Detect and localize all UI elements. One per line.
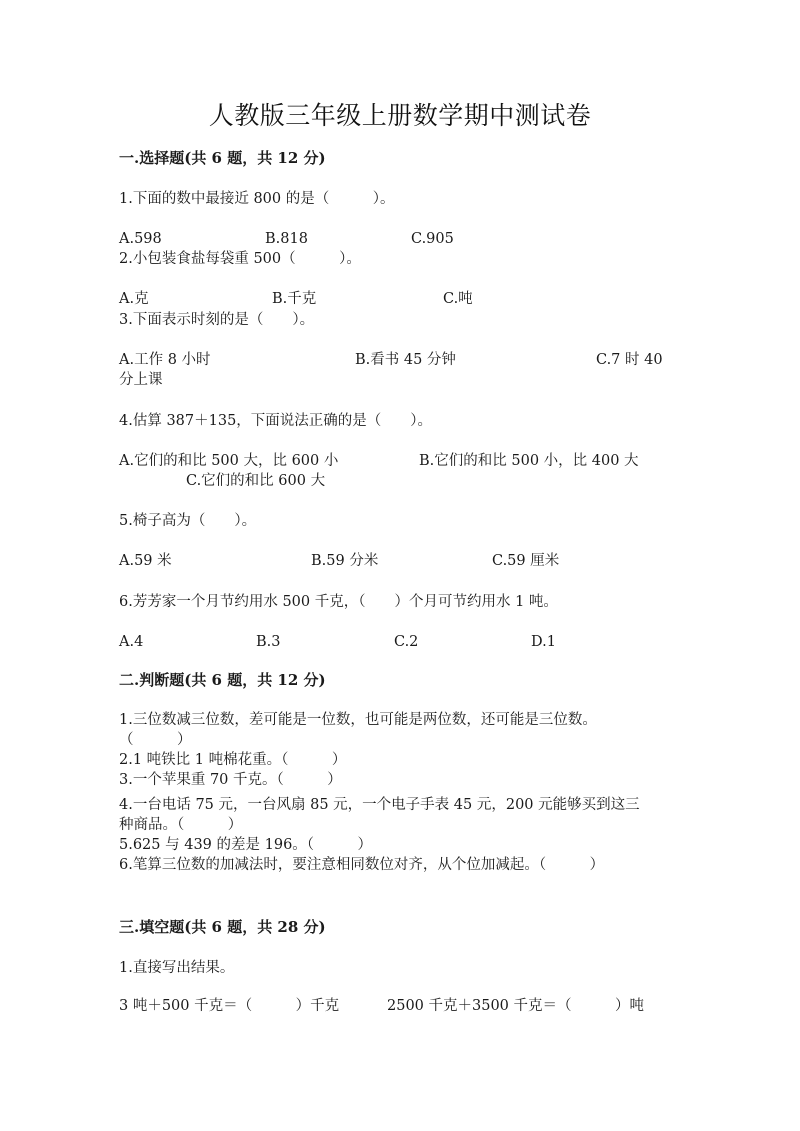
judgment-item-continuation: （ ） bbox=[119, 732, 192, 748]
option-c: C.59 厘米 bbox=[492, 553, 560, 569]
judgment-item: 4.一台电话 75 元，一台风扇 85 元，一个电子手表 45 元，200 元能够买到这三 bbox=[119, 797, 640, 813]
question-stem: 2.小包装食盐每袋重 500（ ）。 bbox=[119, 251, 361, 267]
question-stem: 4.估算 387＋135，下面说法正确的是（ ）。 bbox=[119, 413, 433, 429]
section-heading-choice: 一.选择题(共 6 题，共 12 分) bbox=[119, 149, 326, 167]
option-b: B.59 分米 bbox=[311, 553, 379, 569]
option-a: A.4 bbox=[119, 634, 144, 650]
question-stem: 6.芳芳家一个月节约用水 500 千克，（ ）个月可节约用水 1 吨。 bbox=[119, 594, 558, 610]
section-heading-judgment: 二.判断题(共 6 题，共 12 分) bbox=[119, 671, 326, 689]
option-a: A.它们的和比 500 大，比 600 小 bbox=[119, 453, 339, 469]
option-c: C.7 时 40 bbox=[596, 352, 663, 368]
fill-item: 3 吨＋500 千克＝（ ）千克 bbox=[119, 998, 340, 1014]
option-a: A.克 bbox=[119, 291, 149, 307]
option-c: C.它们的和比 600 大 bbox=[186, 473, 326, 489]
question-stem: 1.下面的数中最接近 800 的是（ ）。 bbox=[119, 191, 395, 207]
judgment-item: 6.笔算三位数的加减法时，要注意相同数位对齐，从个位加减起。（ ） bbox=[119, 857, 605, 873]
judgment-item-continuation: 种商品。（ ） bbox=[119, 817, 243, 833]
option-a: A.59 米 bbox=[119, 553, 172, 569]
judgment-item: 5.625 与 439 的差是 196。（ ） bbox=[119, 837, 373, 853]
option-c-continuation: 分上课 bbox=[119, 372, 163, 388]
option-c: C.905 bbox=[411, 231, 454, 247]
judgment-item: 2.1 吨铁比 1 吨棉花重。（ ） bbox=[119, 752, 347, 768]
fill-item: 2500 千克＋3500 千克＝（ ）吨 bbox=[387, 998, 645, 1014]
question-stem: 3.下面表示时刻的是（ ）。 bbox=[119, 312, 315, 328]
option-a: A.工作 8 小时 bbox=[119, 352, 211, 368]
option-b: B.818 bbox=[265, 231, 308, 247]
option-c: C.2 bbox=[394, 634, 419, 650]
option-c: C.吨 bbox=[443, 291, 473, 307]
option-a: A.598 bbox=[119, 231, 162, 247]
section-heading-fill: 三.填空题(共 6 题，共 28 分) bbox=[119, 918, 326, 936]
option-b: B.千克 bbox=[272, 291, 317, 307]
judgment-item: 3.一个苹果重 70 千克。（ ） bbox=[119, 772, 342, 788]
option-b: B.3 bbox=[256, 634, 281, 650]
option-b: B.它们的和比 500 小，比 400 大 bbox=[419, 453, 639, 469]
question-stem: 1.直接写出结果。 bbox=[119, 960, 235, 976]
question-stem: 5.椅子高为（ ）。 bbox=[119, 513, 257, 529]
option-b: B.看书 45 分钟 bbox=[355, 352, 456, 368]
judgment-item: 1.三位数减三位数，差可能是一位数，也可能是两位数，还可能是三位数。 bbox=[119, 712, 597, 728]
option-d: D.1 bbox=[531, 634, 556, 650]
page-title: 人教版三年级上册数学期中测试卷 bbox=[208, 101, 592, 130]
